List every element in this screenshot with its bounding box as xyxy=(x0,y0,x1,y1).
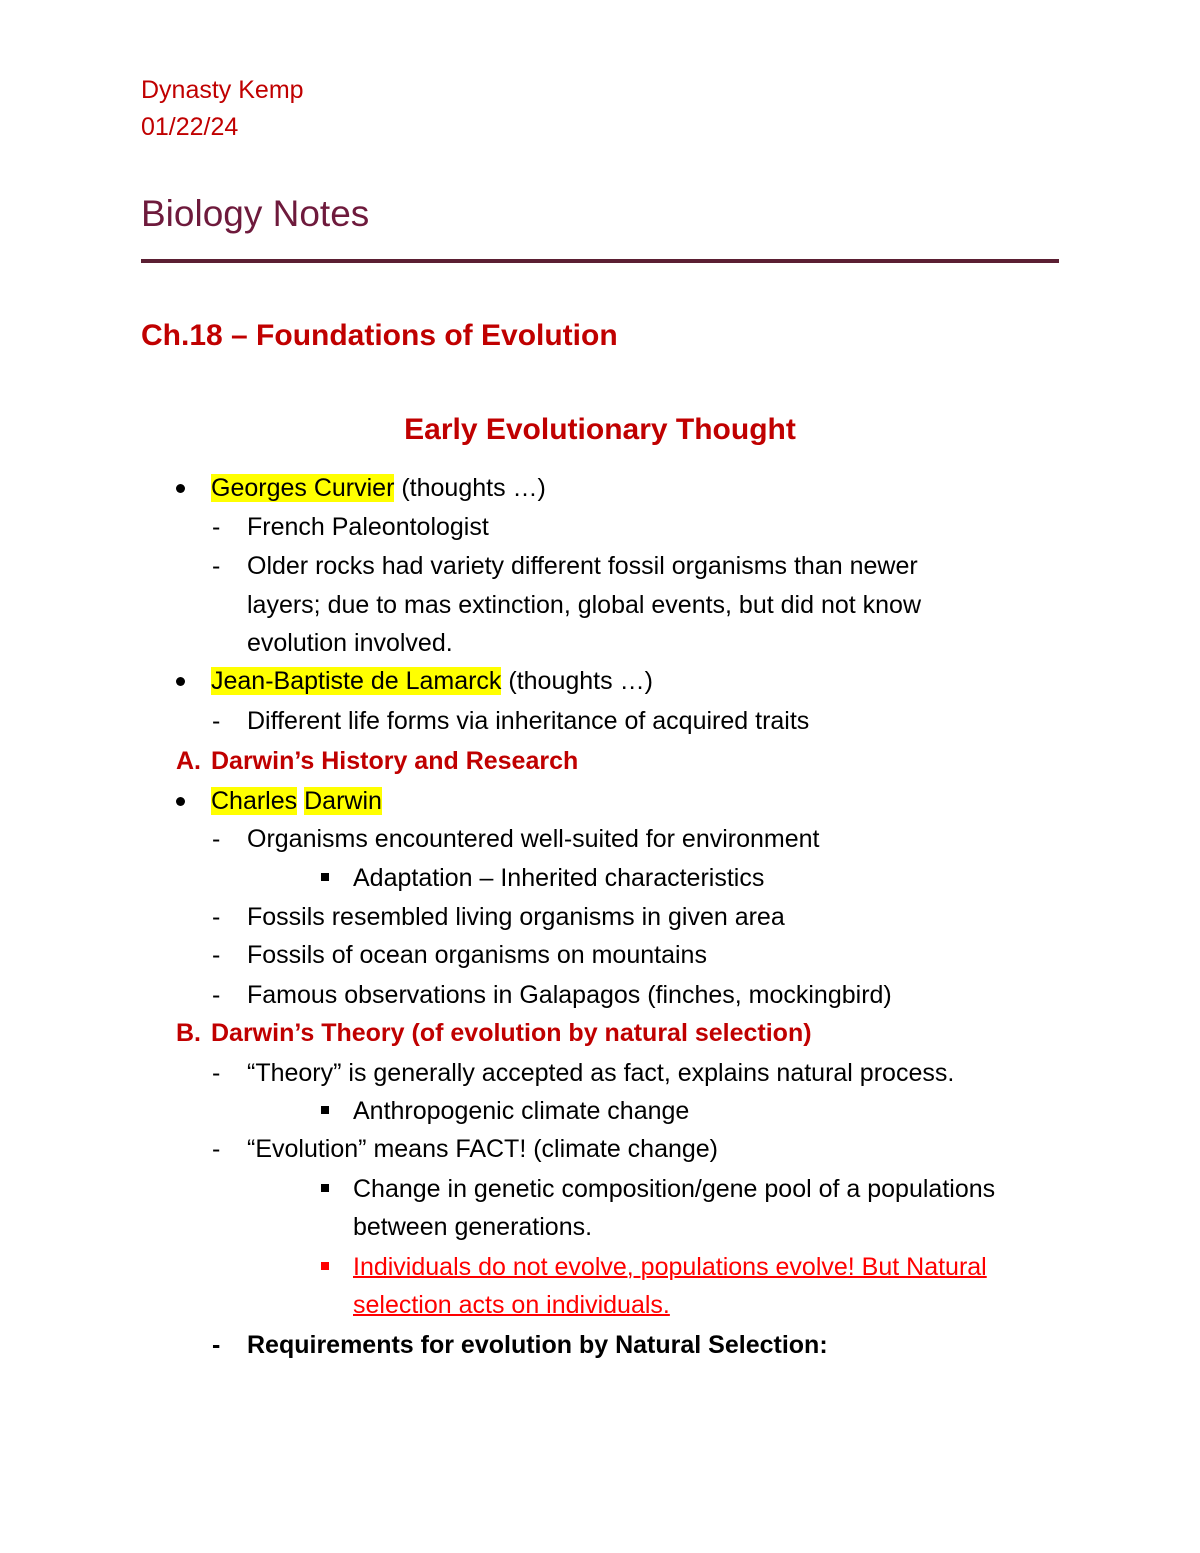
square-bullet-icon xyxy=(321,1106,329,1114)
list-item: Fossils of ocean organisms on mountains xyxy=(247,941,707,969)
highlighted-name: Charles xyxy=(211,787,298,815)
section-a-label: A. xyxy=(176,747,201,775)
dash-bullet: - xyxy=(212,552,221,580)
highlighted-name: Georges Curvier xyxy=(211,474,395,502)
list-item-curvier xyxy=(211,473,546,503)
sub-list-item: Anthropogenic climate change xyxy=(353,1097,690,1125)
sub-list-item: Change in genetic composition/gene pool of a populations xyxy=(353,1175,996,1203)
list-item: Famous observations in Galapagos (finches, mockingbird) xyxy=(247,981,892,1009)
list-item: “Theory” is generally accepted as fact, explains natural process. xyxy=(247,1059,955,1087)
author-name: Dynasty Kemp xyxy=(141,76,304,104)
document-title: Biology Notes xyxy=(141,193,370,234)
dash-bullet: - xyxy=(212,941,221,969)
section-b-title: Darwin’s Theory (of evolution by natural selection) xyxy=(211,1019,812,1047)
dash-bullet: - xyxy=(212,1331,221,1359)
dash-bullet: - xyxy=(212,981,221,1009)
list-item-lamarck xyxy=(211,666,653,696)
dash-bullet: - xyxy=(212,513,221,541)
dash-bullet: - xyxy=(212,825,221,853)
dash-bullet: - xyxy=(212,707,221,735)
square-bullet-icon xyxy=(321,1262,329,1270)
square-bullet-icon xyxy=(321,1184,329,1192)
list-item-continued: evolution involved. xyxy=(247,629,453,657)
bullet-dot-icon xyxy=(176,797,185,806)
sub-list-item: Adaptation – Inherited characteristics xyxy=(353,864,765,892)
list-item: Different life forms via inheritance of acquired traits xyxy=(247,707,810,735)
section-a-title: Darwin’s History and Research xyxy=(211,747,579,775)
section-title: Early Evolutionary Thought xyxy=(404,413,796,446)
bullet-dot-icon xyxy=(176,484,185,493)
list-item-darwin xyxy=(211,786,382,816)
list-item: Older rocks had variety different fossil organisms than newer xyxy=(247,552,918,580)
highlighted-name: Jean-Baptiste de Lamarck xyxy=(211,667,502,695)
square-bullet-icon xyxy=(321,873,329,881)
chapter-heading: Ch.18 – Foundations of Evolution xyxy=(141,319,618,352)
emphasis-note-continued: selection acts on individuals. xyxy=(353,1291,670,1319)
item-suffix: (thoughts …) xyxy=(394,474,546,502)
list-item-continued: layers; due to mas extinction, global events, but did not know xyxy=(247,591,921,619)
list-item: “Evolution” means FACT! (climate change) xyxy=(247,1135,719,1163)
note-date: 01/22/24 xyxy=(141,113,239,141)
section-b-label: B. xyxy=(176,1019,201,1047)
list-item: Fossils resembled living organisms in given area xyxy=(247,903,785,931)
list-item: French Paleontologist xyxy=(247,513,489,541)
bullet-dot-icon xyxy=(176,677,185,686)
sub-list-item-continued: between generations. xyxy=(353,1213,593,1241)
title-divider xyxy=(141,259,1059,263)
dash-bullet: - xyxy=(212,1135,221,1163)
list-item: Organisms encountered well-suited for environment xyxy=(247,825,820,853)
dash-bullet: - xyxy=(212,1059,221,1087)
requirements-heading: Requirements for evolution by Natural Selection: xyxy=(247,1331,828,1359)
dash-bullet: - xyxy=(212,903,221,931)
highlighted-name: Darwin xyxy=(304,787,382,815)
item-suffix: (thoughts …) xyxy=(501,667,653,695)
emphasis-note: Individuals do not evolve, populations evolve! But Natural xyxy=(353,1253,987,1281)
